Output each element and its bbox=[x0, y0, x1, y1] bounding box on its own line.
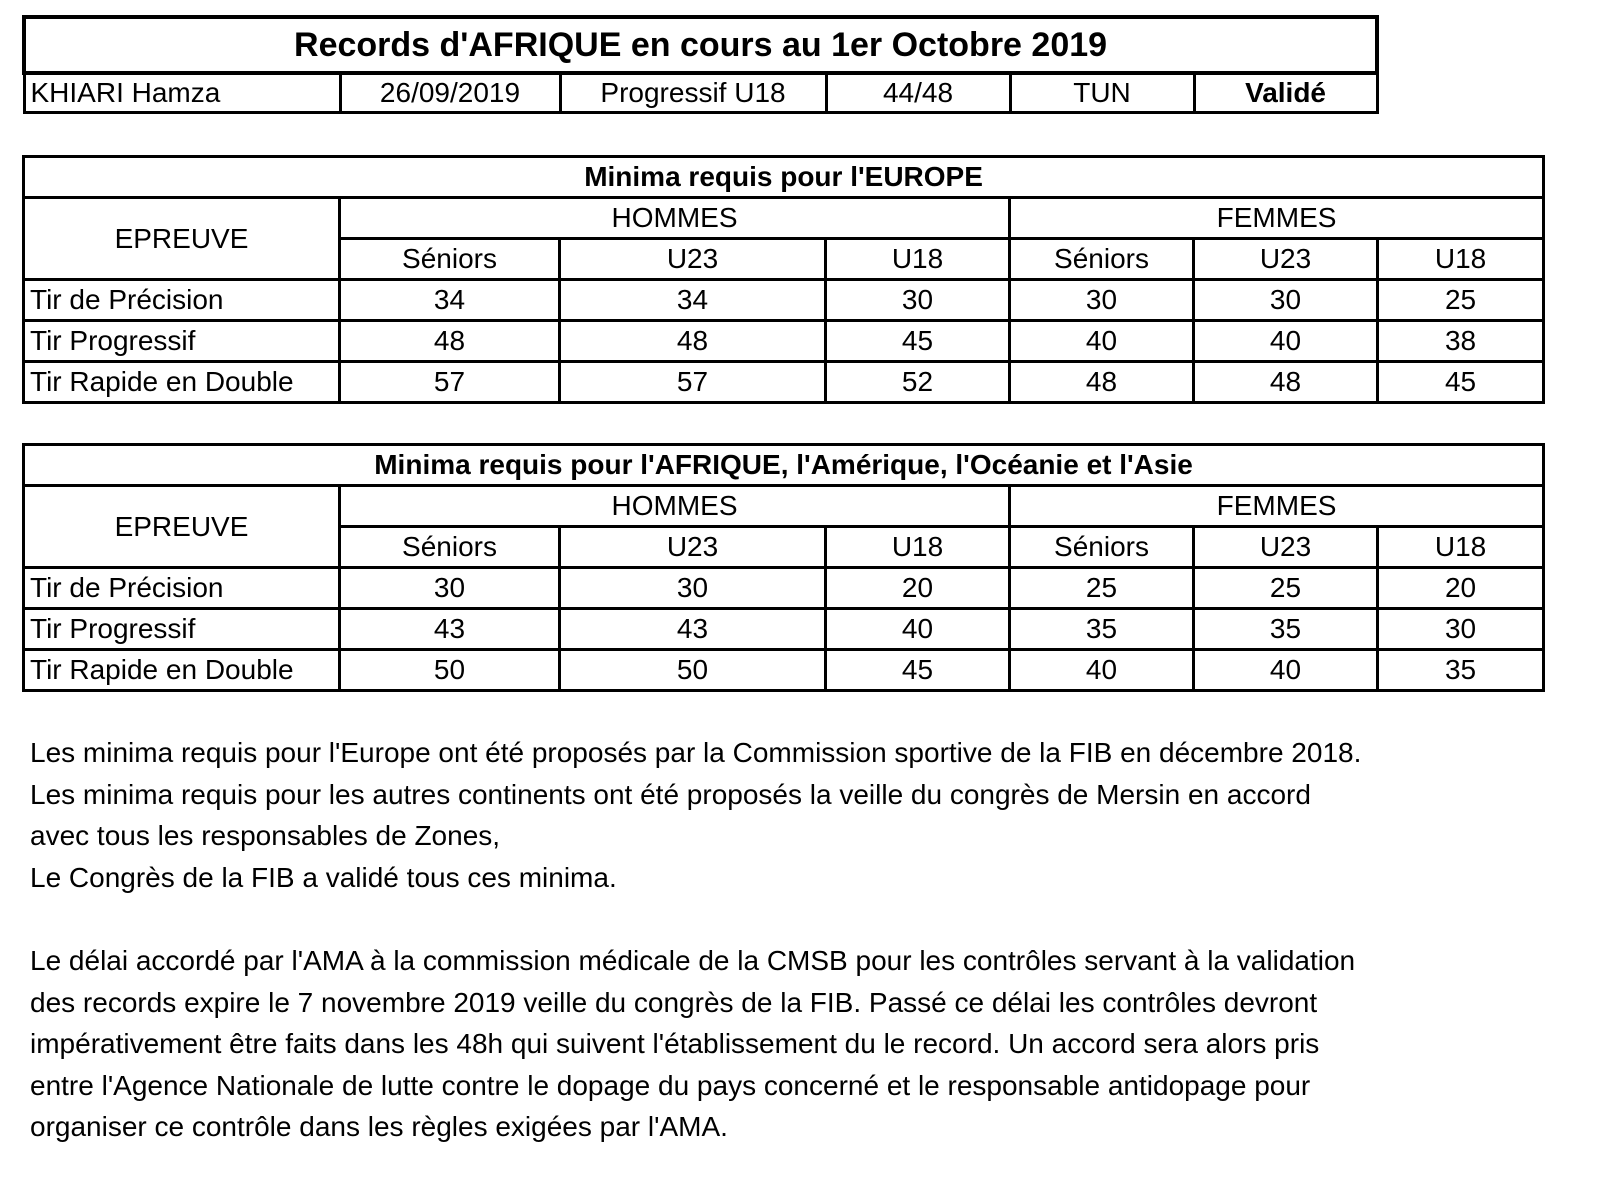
europe-table-title: Minima requis pour l'EUROPE bbox=[24, 157, 1544, 198]
value-cell: 40 bbox=[1010, 321, 1194, 362]
value-cell: 40 bbox=[826, 609, 1010, 650]
value-cell: 45 bbox=[826, 650, 1010, 691]
category-header: U18 bbox=[826, 239, 1010, 280]
notes-line: Le Congrès de la FIB a validé tous ces minima. bbox=[30, 861, 617, 893]
category-header: Séniors bbox=[340, 527, 560, 568]
value-cell: 40 bbox=[1194, 650, 1378, 691]
record-score: 44/48 bbox=[826, 73, 1010, 113]
record-status: Validé bbox=[1194, 73, 1377, 113]
value-cell: 50 bbox=[560, 650, 826, 691]
record-event: Progressif U18 bbox=[560, 73, 826, 113]
category-header: Séniors bbox=[340, 239, 560, 280]
record-country: TUN bbox=[1010, 73, 1194, 113]
value-cell: 20 bbox=[1378, 568, 1544, 609]
value-cell: 20 bbox=[826, 568, 1010, 609]
value-cell: 48 bbox=[340, 321, 560, 362]
value-cell: 30 bbox=[826, 280, 1010, 321]
value-cell: 48 bbox=[560, 321, 826, 362]
notes-paragraph-1 bbox=[30, 732, 1490, 898]
value-cell: 25 bbox=[1378, 280, 1544, 321]
event-label: Tir Progressif bbox=[24, 321, 340, 362]
record-title: Records d'AFRIQUE en cours au 1er Octobre 2019 bbox=[24, 17, 1377, 73]
category-header: U23 bbox=[560, 527, 826, 568]
notes-line: organiser ce contrôle dans les règles exigées par l'AMA. bbox=[30, 1111, 728, 1142]
record-table bbox=[22, 15, 1379, 114]
afrique-table-title: Minima requis pour l'AFRIQUE, l'Amérique, l'Océanie et l'Asie bbox=[24, 445, 1544, 486]
value-cell: 30 bbox=[1378, 609, 1544, 650]
event-label: Tir Progressif bbox=[24, 609, 340, 650]
value-cell: 57 bbox=[560, 362, 826, 403]
notes-line: des records expire le 7 novembre 2019 veille du congrès de la FIB. Passé ce délai les contrôles devront bbox=[30, 986, 1318, 1018]
notes-line: avec tous les responsables de Zones, bbox=[30, 820, 501, 851]
femmes-header: FEMMES bbox=[1010, 486, 1544, 527]
table-row bbox=[24, 568, 1544, 609]
table-row bbox=[24, 362, 1544, 403]
category-header: U18 bbox=[1378, 239, 1544, 280]
table-row bbox=[24, 280, 1544, 321]
afrique-minima-table bbox=[22, 443, 1545, 692]
table-row bbox=[24, 650, 1544, 691]
value-cell: 30 bbox=[1194, 280, 1378, 321]
value-cell: 40 bbox=[1194, 321, 1378, 362]
record-athlete: KHIARI Hamza bbox=[24, 73, 340, 113]
value-cell: 30 bbox=[340, 568, 560, 609]
category-header: Séniors bbox=[1010, 239, 1194, 280]
value-cell: 43 bbox=[340, 609, 560, 650]
notes-line: Le délai accordé par l'AMA à la commission médicale de la CMSB pour les contrôles servant à la validation bbox=[30, 945, 1356, 976]
hommes-header: HOMMES bbox=[340, 198, 1010, 239]
value-cell: 34 bbox=[340, 280, 560, 321]
event-label: Tir Rapide en Double bbox=[24, 650, 340, 691]
notes-line: impérativement être faits dans les 48h qui suivent l'établissement du le record. Un accord sera alors pris bbox=[30, 1028, 1320, 1059]
value-cell: 34 bbox=[560, 280, 826, 321]
event-label: Tir de Précision bbox=[24, 280, 340, 321]
table-row bbox=[24, 321, 1544, 362]
value-cell: 45 bbox=[1378, 362, 1544, 403]
value-cell: 57 bbox=[340, 362, 560, 403]
event-label: Tir Rapide en Double bbox=[24, 362, 340, 403]
category-header: Séniors bbox=[1010, 527, 1194, 568]
notes-line: entre l'Agence Nationale de lutte contre le dopage du pays concerné et le responsable antidopage pour bbox=[30, 1069, 1311, 1101]
value-cell: 48 bbox=[1194, 362, 1378, 403]
value-cell: 35 bbox=[1194, 609, 1378, 650]
table-row bbox=[24, 609, 1544, 650]
category-header: U23 bbox=[560, 239, 826, 280]
value-cell: 25 bbox=[1010, 568, 1194, 609]
category-header: U18 bbox=[826, 527, 1010, 568]
value-cell: 25 bbox=[1194, 568, 1378, 609]
epreuve-header: EPREUVE bbox=[24, 486, 340, 568]
value-cell: 43 bbox=[560, 609, 826, 650]
event-label: Tir de Précision bbox=[24, 568, 340, 609]
value-cell: 40 bbox=[1010, 650, 1194, 691]
notes-line: Les minima requis pour les autres continents ont été proposés la veille du congrès de Mersin en accord bbox=[30, 778, 1311, 810]
category-header: U23 bbox=[1194, 239, 1378, 280]
value-cell: 30 bbox=[1010, 280, 1194, 321]
category-header: U18 bbox=[1378, 527, 1544, 568]
epreuve-header: EPREUVE bbox=[24, 198, 340, 280]
europe-minima-table bbox=[22, 155, 1545, 404]
notes-line: Les minima requis pour l'Europe ont été proposés par la Commission sportive de la FIB en décembre 2018. bbox=[30, 737, 1362, 768]
value-cell: 35 bbox=[1378, 650, 1544, 691]
value-cell: 30 bbox=[560, 568, 826, 609]
value-cell: 35 bbox=[1010, 609, 1194, 650]
hommes-header: HOMMES bbox=[340, 486, 1010, 527]
value-cell: 48 bbox=[1010, 362, 1194, 403]
value-cell: 52 bbox=[826, 362, 1010, 403]
value-cell: 45 bbox=[826, 321, 1010, 362]
value-cell: 50 bbox=[340, 650, 560, 691]
notes-paragraph-2 bbox=[30, 940, 1490, 1148]
record-date: 26/09/2019 bbox=[340, 73, 560, 113]
value-cell: 38 bbox=[1378, 321, 1544, 362]
femmes-header: FEMMES bbox=[1010, 198, 1544, 239]
category-header: U23 bbox=[1194, 527, 1378, 568]
